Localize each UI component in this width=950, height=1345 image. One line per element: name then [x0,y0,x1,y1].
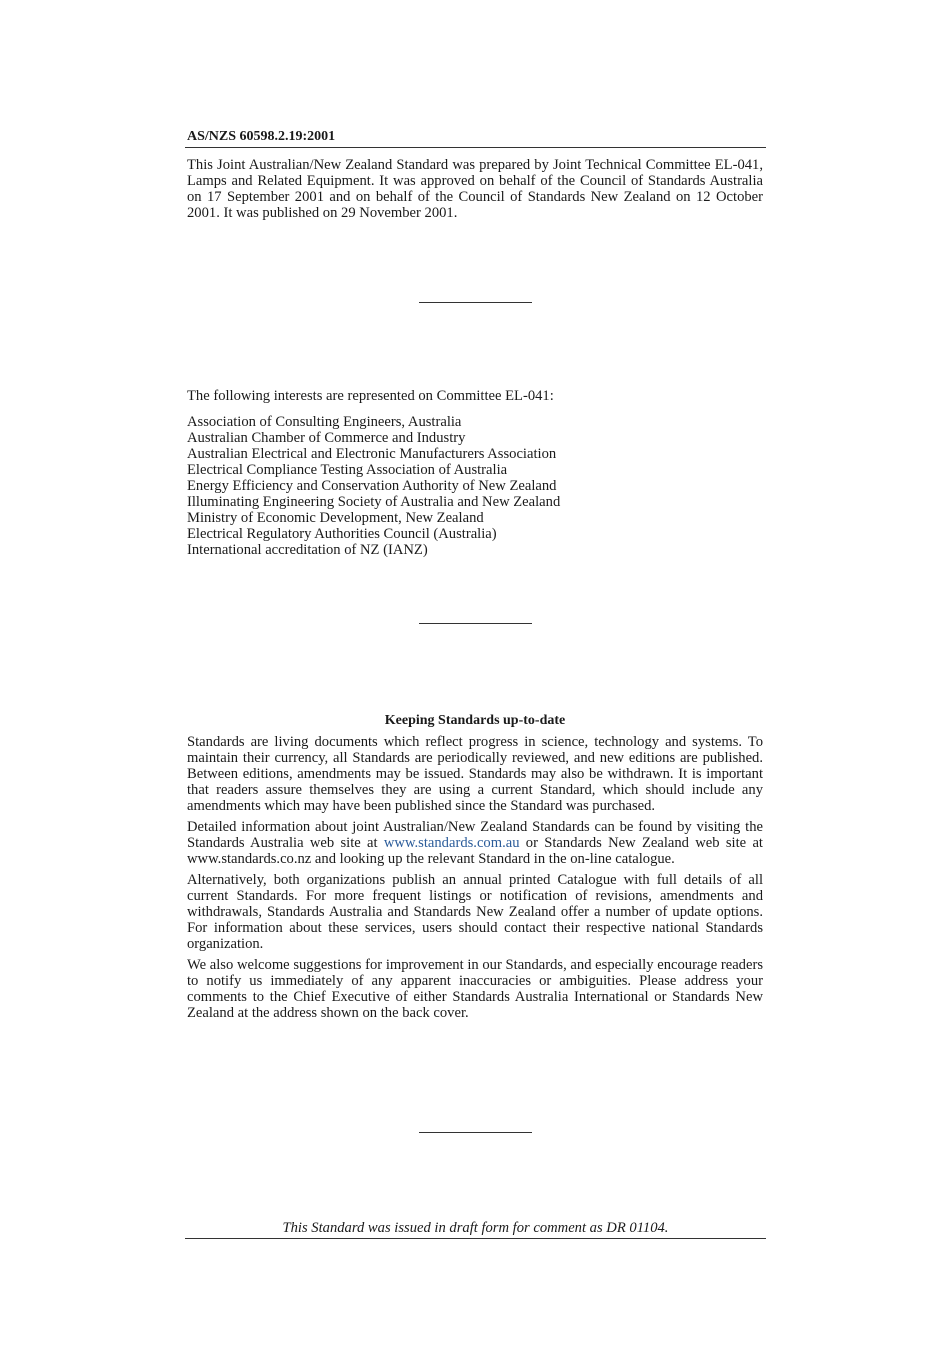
list-item: Ministry of Economic Development, New Zealand [187,510,484,526]
keeping-paragraph-4: We also welcome suggestions for improvement in our Standards, and especially encourage readers to notify us immediately of any apparent inaccuracies or ambiguities. Please address your comments to the Chief Executive of either Standards Australia International or Standards New Zealand at the address shown on the back cover. [187,957,763,1021]
list-item: Association of Consulting Engineers, Australia [187,414,462,430]
list-item: Australian Electrical and Electronic Manufacturers Association [187,446,557,462]
section-divider-3 [419,1132,532,1133]
keeping-paragraph-2 [187,819,763,867]
header-rule [185,147,766,148]
interests-intro [187,388,763,404]
intro-paragraph [187,157,763,221]
list-item: Illuminating Engineering Society of Australia and New Zealand [187,494,561,510]
list-item: Electrical Regulatory Authorities Council (Australia) [187,526,497,542]
interests-list [187,414,763,558]
list-item: Australian Chamber of Commerce and Industry [187,430,466,446]
interests-intro-text: The following interests are represented on Committee EL-041: [187,388,554,404]
section-divider-2 [419,623,532,624]
draft-note: This Standard was issued in draft form for comment as DR 01104. [282,1220,669,1236]
keeping-body [187,734,763,1026]
para2-text-before: Detailed information about joint Australian/New Zealand Standards can be found by visiting the Standards Australia web site at [187,819,763,851]
list-item: Energy Efficiency and Conservation Authority of New Zealand [187,478,557,494]
section-divider-1 [419,302,532,303]
intro-text: This Joint Australian/New Zealand Standard was prepared by Joint Technical Committee EL-041, Lamps and Related Equipment. It was approved on behalf of the Council of Standards Australia on 17 September 2001 and on behalf of the Council of Standards New Zealand on 12 October 2001. It was published on 29 November 2001. [187,157,763,221]
keeping-paragraph-1: Standards are living documents which reflect progress in science, technology and systems. To maintain their currency, all Standards are periodically reviewed, and new editions are published. Between editions, amendments may be issued. Standards may also be withdrawn. It is important that readers assure themselves they are using a current Standard, which should include any amendments which may have been published since the Standard was purchased. [187,734,763,814]
footer-rule [185,1238,766,1239]
list-item: Electrical Compliance Testing Association of Australia [187,462,508,478]
list-item: International accreditation of NZ (IANZ) [187,542,428,558]
para2-text-after: or Standards New Zealand web site at www.standards.co.nz and looking up the relevant Standard in the on-line catalogue. [187,835,763,867]
keeping-paragraph-3: Alternatively, both organizations publish an annual printed Catalogue with full details of all current Standards. For more frequent listings or notification of revisions, amendments and withdrawals, Standards Australia and Standards New Zealand offer a number of update options. For information about these services, users should contact their respective national Standards organization. [187,872,763,952]
standards-website-link[interactable]: www.standards.com.au [383,835,520,851]
keeping-heading: Keeping Standards up-to-date [384,713,566,728]
document-id: AS/NZS 60598.2.19:2001 [187,129,336,144]
